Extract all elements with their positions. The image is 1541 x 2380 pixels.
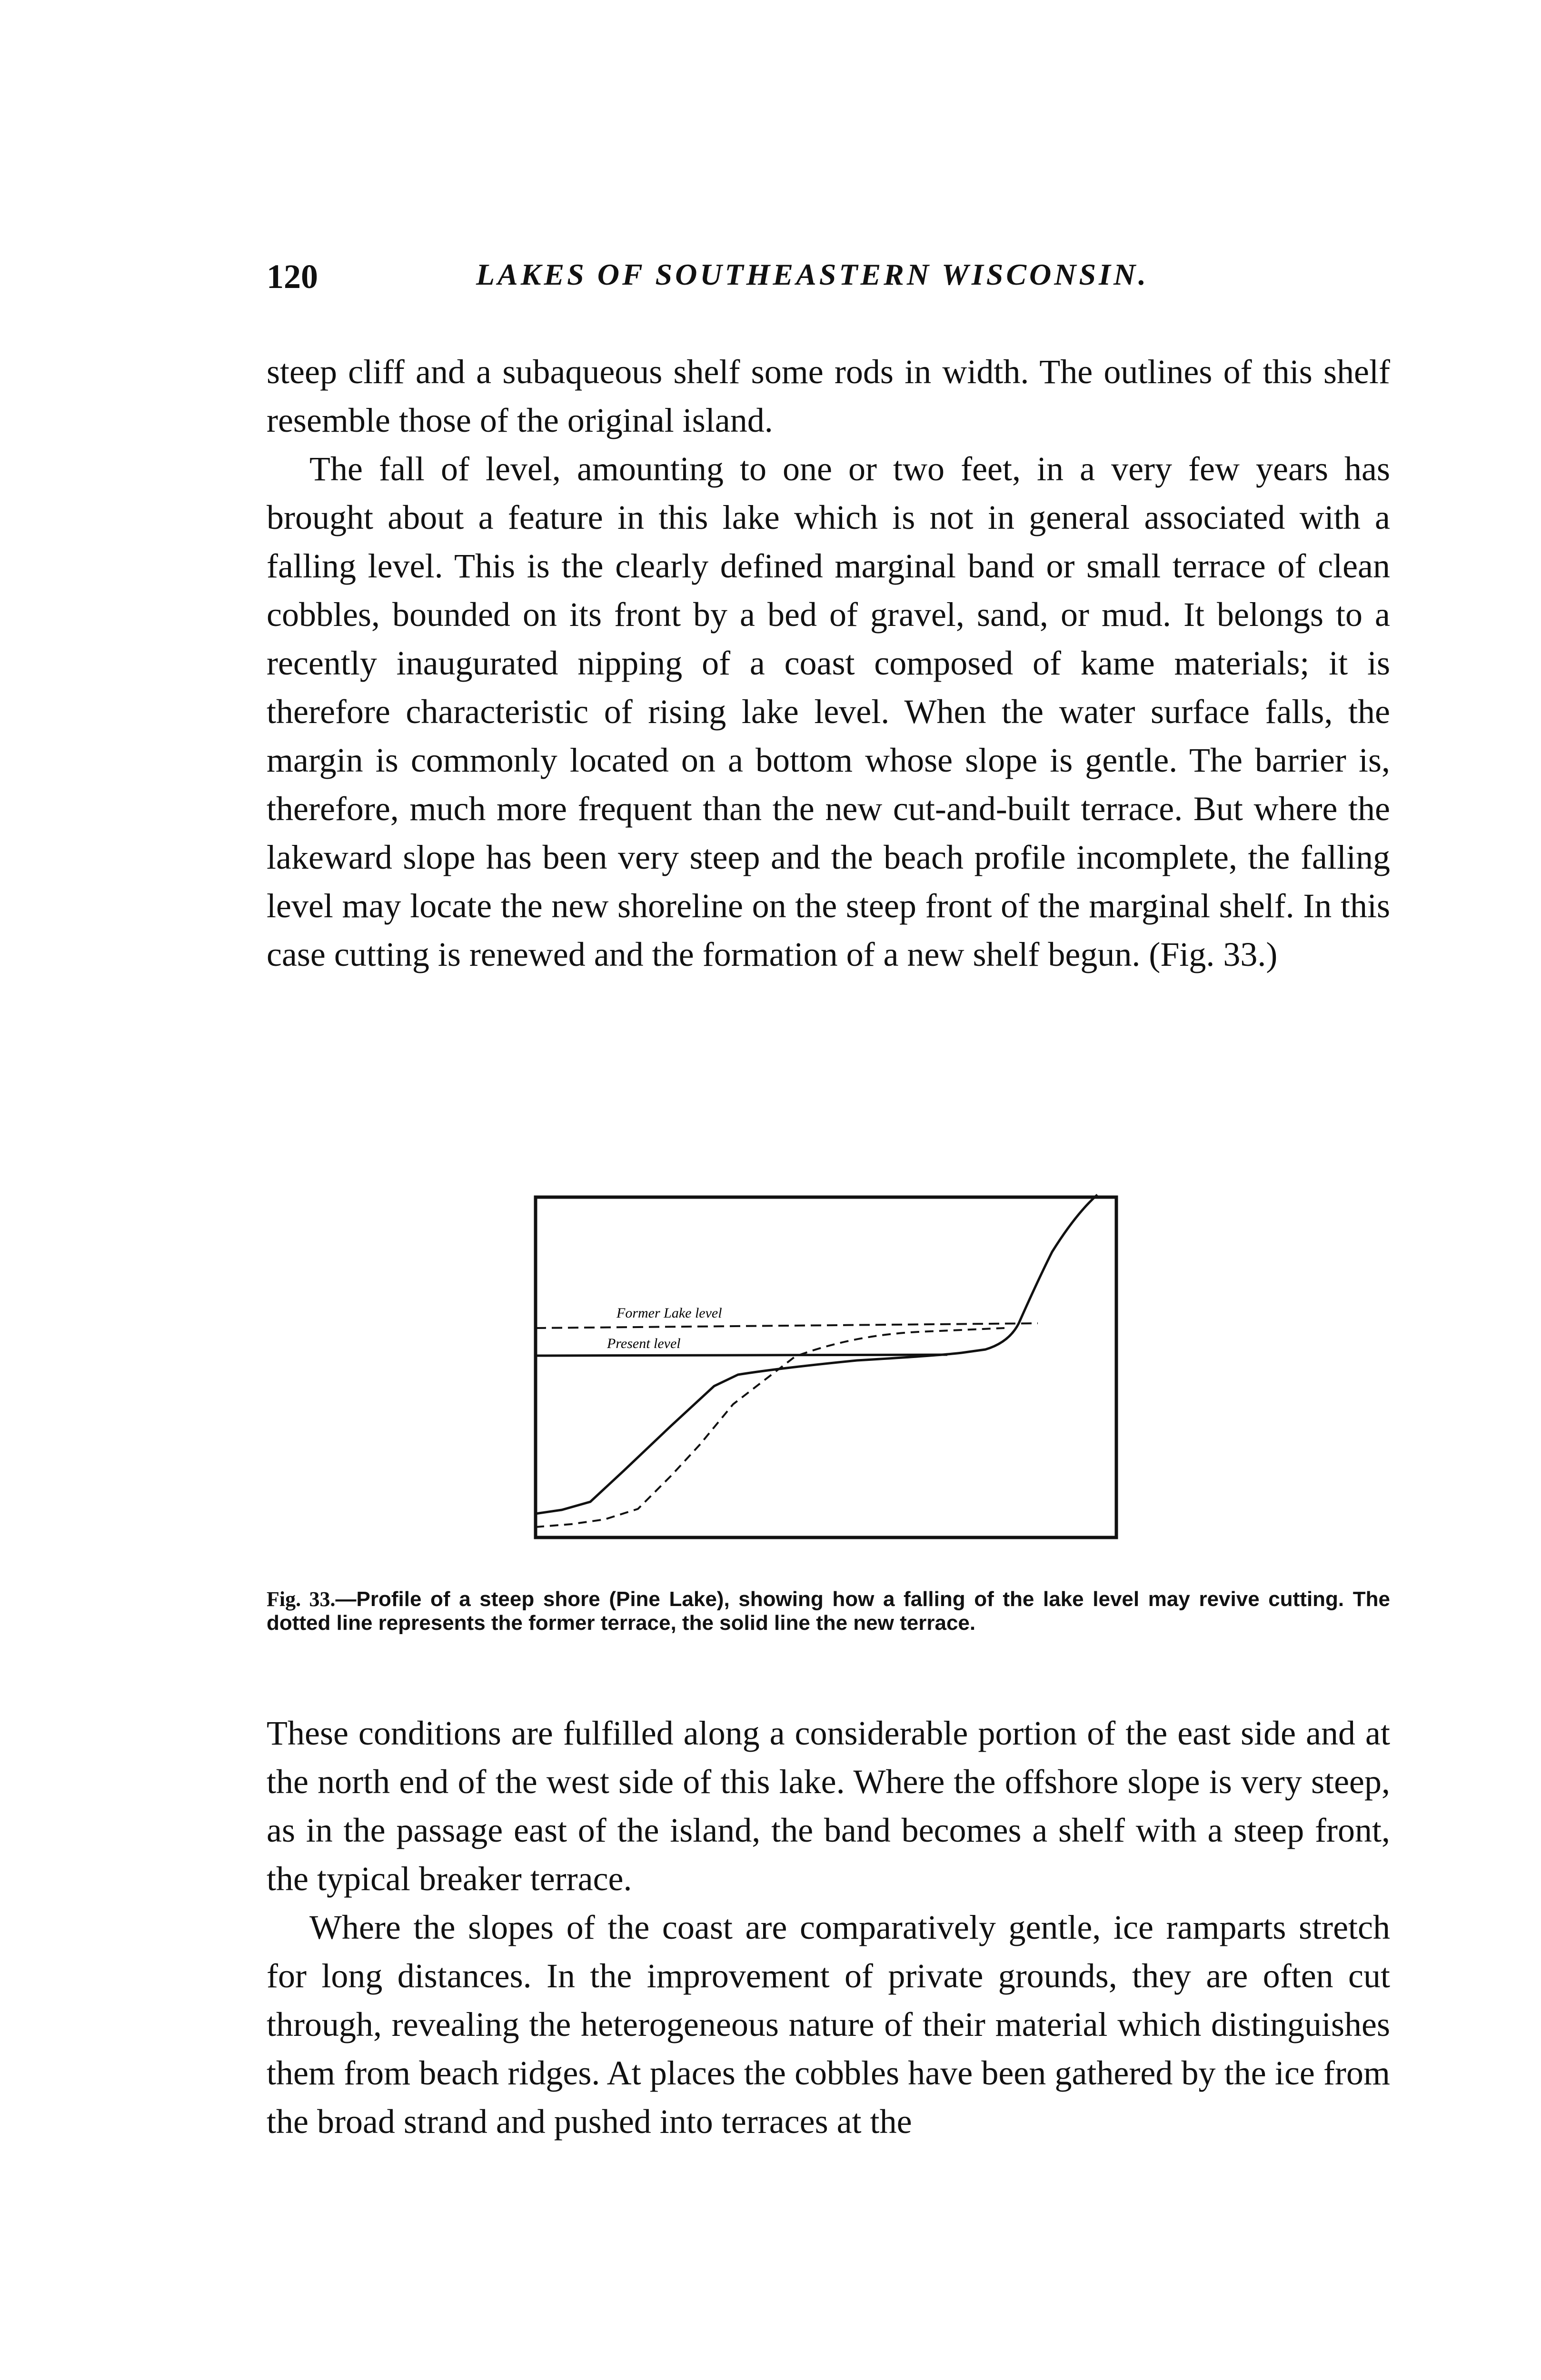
- paragraph: steep cliff and a subaqueous shelf some rods in width. The outlines of this shelf resemble those of the original island.: [267, 353, 1390, 439]
- running-title: LAKES OF SOUTHEASTERN WISCONSIN.: [476, 258, 1149, 291]
- paragraph: The fall of level, amounting to one or two feet, in a very few years has brought about a feature in this lake which is not in general associated with a falling level. This is the clearly defined marginal band or small terrace of clean cobbles, bounded on its front by a bed of gravel, sand, or mud. It belongs to a recently inaugurated nipping of a coast composed of kame materials; it is therefore characteristic of rising lake level. When the water surface falls, the margin is commonly located on a bottom whose slope is gentle. The barrier is, therefore, much more frequent than the new cut-and-built terrace. But where the lakeward slope has been very steep and the beach profile incomplete, the falling level may locate the new shoreline on the steep front of the marginal shelf. In this case cutting is renewed and the formation of a new shelf begun. (Fig. 33.): [267, 450, 1390, 973]
- paragraph: These conditions are fulfilled along a considerable portion of the east side and at the north end of the west side of this lake. Where the offshore slope is very steep, as in the passage east of the island, the band becomes a shelf with a steep front, the typical breaker terrace.: [267, 1714, 1390, 1898]
- former-lake-level-line: [536, 1323, 1038, 1328]
- figure-frame: [536, 1197, 1116, 1537]
- shore-profile-diagram: [528, 1180, 1123, 1547]
- figure-33: [528, 1180, 1123, 1547]
- paragraph: Where the slopes of the coast are comparatively gentle, ice ramparts stretch for long distances. In the improvement of private grounds, they are often cut through, revealing the heterogeneous nature of their material which distinguishes them from beach ridges. At places the cobbles have been gathered by the ice from the broad strand and pushed into terraces at the: [267, 1908, 1390, 2141]
- former-terrace-profile: [536, 1328, 1004, 1527]
- present-level-label: Present level: [607, 1336, 681, 1351]
- body-text-bottom: [267, 1709, 1390, 2146]
- figure-number: Fig. 33.: [267, 1587, 336, 1611]
- figure-caption: [267, 1587, 1390, 1635]
- page-number: 120: [267, 258, 318, 296]
- page-header: [267, 257, 1390, 314]
- body-text-top: [267, 347, 1390, 979]
- present-level-line: [536, 1355, 947, 1356]
- caption-text: —Profile of a steep shore (Pine Lake), showing how a falling of the lake level may revive cutting. The dotted line represents the former terrace, the solid line the new terrace.: [267, 1587, 1391, 1635]
- former-lake-level-label: Former Lake level: [616, 1305, 722, 1321]
